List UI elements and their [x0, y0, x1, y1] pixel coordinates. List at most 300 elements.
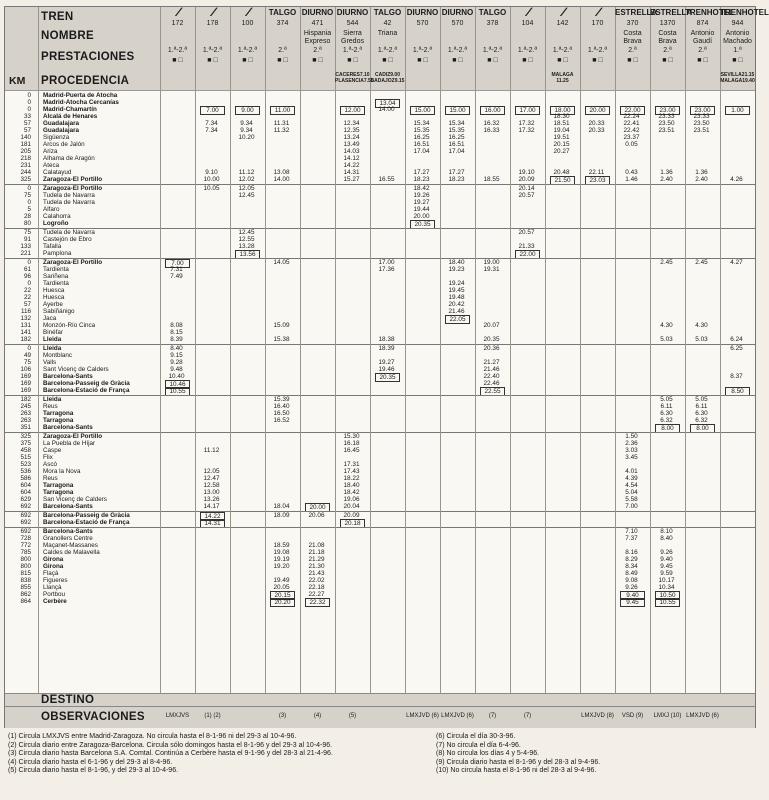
departure-time: 15.35 [448, 127, 465, 134]
train-name-value [195, 30, 230, 44]
departure-time: 4.54 [625, 482, 638, 489]
departure-time: 17.27 [448, 169, 465, 176]
footnote: (3) Circula diario hasta Barcelona S.A. Comtal. Continúa a Cerbère hasta el 9-1-96 y del 28-3 al 21-4-96. [8, 750, 333, 758]
station-name: Guadalajara [43, 127, 80, 134]
km-value: 131 [20, 322, 31, 329]
departure-time: 19.27 [413, 199, 430, 206]
departure-time: 21.33 [518, 243, 535, 250]
departure-time: 4.39 [625, 475, 638, 482]
departure-time: 9.08 [625, 577, 638, 584]
departure-time: 14.12 [343, 155, 360, 162]
observation-value: LMXJVD (8) [581, 713, 614, 719]
column-divider [545, 7, 546, 727]
tren-label: TREN [41, 11, 74, 23]
departure-time: 6.32 [660, 417, 673, 424]
train-number: 172 [171, 20, 184, 27]
destino-row [5, 693, 755, 707]
procedencia-value: CADIZ9.00 BADAJOZ9.15 [370, 72, 405, 84]
departure-time: 10.00 [203, 176, 220, 183]
station-name: Tarragona [43, 417, 74, 424]
station-name: Valls [43, 359, 57, 366]
departure-time: 14.03 [343, 148, 360, 155]
departure-time: 19.19 [273, 556, 290, 563]
departure-time: 19.00 [483, 259, 500, 266]
departure-time: 20.33 [588, 127, 605, 134]
departure-time: 18.42 [413, 185, 430, 192]
departure-time: 20.15 [553, 141, 570, 148]
station-name: Jaca [43, 315, 57, 322]
station-name: Sant Vicenç de Calders [43, 366, 109, 373]
km-value: 132 [20, 315, 31, 322]
departure-time: 16.40 [273, 403, 290, 410]
departure-time: 20.09 [518, 176, 535, 183]
km-value: 604 [20, 482, 31, 489]
departure-time: 9.34 [240, 127, 253, 134]
departure-time: 19.26 [413, 192, 430, 199]
service-icons: ■ □ [592, 57, 603, 64]
departure-time: 20.27 [553, 148, 570, 155]
timetable-sheet [4, 5, 769, 728]
station-name: Barcelona-Passeig de Gràcia [43, 512, 130, 519]
departure-time: 21.29 [308, 556, 325, 563]
train-class: 2.ª [278, 47, 287, 54]
destino-label: DESTINO [41, 694, 95, 706]
departure-time: 22.05 [445, 315, 470, 324]
station-name: Flix [43, 454, 53, 461]
departure-time: 4.01 [625, 468, 638, 475]
departure-time: 12.47 [203, 475, 220, 482]
km-value: 0 [27, 92, 31, 99]
observation-value: LMXJVD (6) [441, 713, 474, 719]
departure-time: 15.34 [448, 120, 465, 127]
departure-time: 20.06 [308, 512, 325, 519]
departure-time: 2.40 [660, 176, 673, 183]
station-name: Guadalajara [43, 120, 80, 127]
km-value: 325 [20, 433, 31, 440]
km-value: 0 [27, 199, 31, 206]
departure-time: 9.45 [660, 563, 673, 570]
departure-time: 0.05 [625, 141, 638, 148]
departure-time: 18.22 [343, 475, 360, 482]
departure-time: 14.22 [343, 162, 360, 169]
train-number: 570 [451, 20, 464, 27]
station-name: Zaragoza-El Portillo [43, 433, 103, 440]
train-number: 570 [416, 20, 429, 27]
departure-time: 15.39 [273, 396, 290, 403]
column-divider [265, 7, 266, 727]
departure-time: 5.05 [660, 396, 673, 403]
departure-time: 8.37 [730, 373, 743, 380]
departure-time: 2.45 [695, 259, 708, 266]
train-type: ESTRELLA [650, 8, 693, 17]
train-number: 370 [626, 20, 639, 27]
departure-time: 9.00 [235, 106, 260, 115]
departure-time: 17.31 [343, 461, 360, 468]
station-name: Alcalá de Henares [43, 113, 98, 120]
km-value: 140 [20, 134, 31, 141]
departure-time: 12.58 [203, 482, 220, 489]
km-value: 0 [27, 280, 31, 287]
departure-time: 23.51 [693, 127, 710, 134]
km-value: 57 [23, 120, 31, 127]
column-divider [370, 7, 371, 727]
train-class: 1.ª-2.ª [342, 47, 363, 54]
departure-time: 7.00 [625, 503, 638, 510]
departure-time: 15.00 [410, 106, 435, 115]
km-value: 629 [20, 496, 31, 503]
train-number: 100 [241, 20, 254, 27]
departure-time: 13.08 [273, 169, 290, 176]
departure-time: 22.24 [623, 113, 640, 120]
observation-value: (7) [488, 713, 497, 719]
departure-time: 22.41 [623, 120, 640, 127]
station-name: Caldes de Malavella [43, 549, 100, 556]
train-name-value: Antonio Gaudí [690, 30, 715, 45]
train-class: 1.ª-2.ª [517, 47, 538, 54]
km-value: 116 [20, 308, 31, 315]
station-name: Sigüenza [43, 134, 70, 141]
train-class: 2.ª [663, 47, 672, 54]
departure-time: 20.05 [273, 584, 290, 591]
station-name: Castejón de Ebro [43, 236, 92, 243]
train-name-value: Costa Brava [658, 30, 677, 45]
procedencia-value [230, 73, 265, 89]
departure-time: 6.24 [730, 336, 743, 343]
departure-time: 22.00 [515, 250, 540, 259]
column-divider [685, 7, 686, 727]
procedencia-value [300, 73, 335, 89]
km-value: 182 [20, 336, 31, 343]
station-name: Girona [43, 556, 64, 563]
departure-time: 21.08 [308, 542, 325, 549]
train-class: 2.ª [698, 47, 707, 54]
procedencia-value [160, 73, 195, 89]
departure-time: 6.32 [695, 417, 708, 424]
km-value: 815 [20, 570, 31, 577]
departure-time: 22.27 [308, 591, 325, 598]
station-name: Caspe [43, 447, 62, 454]
train-type: TRENHOTEL [720, 8, 769, 17]
km-value: 838 [20, 577, 31, 584]
departure-time: 12.05 [238, 185, 255, 192]
service-icons: ■ □ [347, 57, 358, 64]
departure-time: 20.20 [270, 598, 295, 607]
km-value: 351 [20, 424, 31, 431]
km-value: 75 [23, 229, 31, 236]
departure-time: 14.05 [273, 259, 290, 266]
observation-value: LMXJVD (6) [686, 713, 719, 719]
km-value: 692 [20, 528, 31, 535]
departure-time: 10.46 [165, 380, 190, 389]
departure-time: 7.00 [200, 106, 225, 115]
train-class: 1.ª-2.ª [447, 47, 468, 54]
observation-value: LMXJVD (6) [406, 713, 439, 719]
departure-time: 5.05 [695, 396, 708, 403]
departure-time: 11.32 [273, 127, 290, 134]
train-type: ESTRELLA [615, 8, 658, 17]
departure-time: 21.18 [308, 549, 325, 556]
train-type: DIURNO [301, 8, 334, 17]
departure-time: 20.09 [343, 512, 360, 519]
train-number: 170 [591, 20, 604, 27]
departure-time: 9.10 [205, 169, 218, 176]
departure-time: 6.25 [730, 345, 743, 352]
departure-time: 16.25 [413, 134, 430, 141]
observation-value: (1) (2) [204, 713, 221, 719]
departure-time: 18.38 [378, 336, 395, 343]
station-name: Figueres [43, 577, 68, 584]
station-name: Barcelona-Estació de França [43, 519, 130, 526]
km-value: 800 [20, 556, 31, 563]
km-value: 0 [27, 259, 31, 266]
train-name-value [545, 30, 580, 44]
departure-time: 23.33 [658, 113, 675, 120]
km-value: 0 [27, 99, 31, 106]
km-value: 728 [20, 535, 31, 542]
train-class: 1.ª-2.ª [377, 47, 398, 54]
station-name: Llançà [43, 584, 62, 591]
procedencia-value [510, 73, 545, 89]
departure-time: 3.45 [625, 454, 638, 461]
station-name: Reus [43, 403, 58, 410]
departure-time: 17.00 [378, 259, 395, 266]
departure-time: 8.39 [170, 336, 183, 343]
departure-time: 8.08 [170, 322, 183, 329]
km-value: 586 [20, 475, 31, 482]
procedencia-value [580, 73, 615, 89]
departure-time: 4.30 [695, 322, 708, 329]
departure-time: 13.24 [343, 134, 360, 141]
departure-time: 22.11 [588, 169, 605, 176]
departure-time: 20.42 [448, 301, 465, 308]
departure-time: 11.12 [238, 169, 255, 176]
departure-time: 16.33 [483, 127, 500, 134]
departure-time: 1.50 [625, 433, 638, 440]
departure-time: 22.32 [305, 598, 330, 607]
km-value: 458 [20, 447, 31, 454]
service-icons: ■ □ [732, 57, 743, 64]
km-value: 692 [20, 519, 31, 526]
departure-time: 19.06 [343, 496, 360, 503]
footnote: (10) No circula hasta el 8-1-96 ni del 28-3 al 9-4-96. [436, 767, 597, 775]
km-value: 91 [23, 236, 31, 243]
train-name-value: Triana [377, 30, 398, 37]
train-name-value [475, 30, 510, 44]
train-type: DIURNO [441, 8, 474, 17]
station-name: Barcelona-Sants [43, 373, 93, 380]
station-name: San Vicenç de Calders [43, 496, 107, 503]
train-class: 2.ª [628, 47, 637, 54]
column-divider [405, 7, 406, 727]
departure-time: 20.15 [270, 591, 295, 600]
train-class: 2.ª [313, 47, 322, 54]
departure-time: 15.35 [413, 127, 430, 134]
km-value: 0 [27, 345, 31, 352]
km-value: 182 [20, 396, 31, 403]
departure-time: 5.03 [660, 336, 673, 343]
column-divider [335, 7, 336, 727]
departure-time: 15.00 [445, 106, 470, 115]
km-value: 169 [20, 380, 31, 387]
departure-time: 9.40 [660, 556, 673, 563]
departure-time: 20.35 [375, 373, 400, 382]
departure-time: 12.05 [203, 468, 220, 475]
departure-time: 10.50 [655, 591, 680, 600]
station-name: Sabiñánigo [43, 308, 75, 315]
procedencia-value [475, 73, 510, 89]
train-type [580, 5, 615, 19]
station-name: Tudela de Navarra [43, 192, 95, 199]
km-value: 61 [23, 266, 31, 273]
procedencia-value [615, 73, 650, 89]
departure-time: 12.45 [238, 192, 255, 199]
departure-time: 23.37 [623, 134, 640, 141]
station-name: Tarragona [43, 482, 74, 489]
station-name: Barcelona-Estació de França [43, 387, 130, 394]
service-icons: ■ □ [242, 57, 253, 64]
departure-time: 20.33 [588, 120, 605, 127]
km-value: 221 [20, 250, 31, 257]
service-icons: ■ □ [382, 57, 393, 64]
km-value: 325 [20, 176, 31, 183]
footnote: (4) Circula diario hasta el 6-1-96 y del 29-3 al 8-4-96. [8, 758, 173, 766]
departure-time: 6.30 [660, 410, 673, 417]
departure-time: 11.00 [270, 106, 295, 115]
train-type: DIURNO [336, 8, 369, 17]
departure-time: 20.48 [553, 169, 570, 176]
station-name: Tardienta [43, 266, 69, 273]
departure-time: 3.03 [625, 447, 638, 454]
departure-time: 10.34 [658, 584, 675, 591]
departure-time: 14.17 [203, 503, 220, 510]
km-value: 22 [23, 287, 31, 294]
train-class: 1.ª-2.ª [552, 47, 573, 54]
nombre-label: NOMBRE [41, 30, 94, 42]
km-value: 5 [27, 206, 31, 213]
train-number: 1370 [659, 20, 676, 27]
km-value: 692 [20, 512, 31, 519]
station-name: Zaragoza-El Portillo [43, 259, 103, 266]
km-value: 864 [20, 598, 31, 605]
observation-value: (4) [313, 713, 322, 719]
km-value: 245 [20, 403, 31, 410]
station-name: Madrid-Puerta de Atocha [43, 92, 118, 99]
footnote: (2) Circula diario entre Zaragoza-Barcelona. Circula sólo domingos hasta el 8-1-96 y del 29-3 al 10-4-96. [8, 741, 333, 749]
service-icons: ■ □ [697, 57, 708, 64]
station-name: Ariza [43, 148, 58, 155]
departure-time: 18.40 [448, 259, 465, 266]
train-name-value [510, 30, 545, 44]
km-label: KM [9, 75, 26, 87]
departure-time: 20.57 [518, 192, 535, 199]
departure-time: 9.26 [625, 584, 638, 591]
train-class: 1.ª-2.ª [237, 47, 258, 54]
station-name: Tudela de Navarra [43, 199, 95, 206]
footnote: (6) Circula el día 30-3-96. [436, 733, 516, 740]
departure-time: 16.50 [273, 410, 290, 417]
departure-time: 18.39 [378, 345, 395, 352]
service-icons: ■ □ [312, 57, 323, 64]
departure-time: 9.26 [660, 549, 673, 556]
departure-time: 9.48 [170, 366, 183, 373]
km-value: 169 [20, 373, 31, 380]
column-divider [475, 7, 476, 727]
departure-time: 14.31 [200, 519, 225, 528]
train-name-value: Hispania Expreso [303, 30, 332, 45]
km-value: 49 [23, 352, 31, 359]
departure-time: 18.23 [413, 176, 430, 183]
station-name: Cerbère [43, 598, 67, 605]
km-value: 0 [27, 106, 31, 113]
km-value: 862 [20, 591, 31, 598]
departure-time: 5.03 [695, 336, 708, 343]
departure-time: 1.36 [660, 169, 673, 176]
service-icons: ■ □ [627, 57, 638, 64]
train-name-value [265, 30, 300, 44]
departure-time: 16.52 [273, 417, 290, 424]
footnote: (5) Circula diario hasta el 8-1-96, y del 29-3 al 10-4-96. [8, 767, 179, 775]
departure-time: 20.35 [410, 220, 435, 229]
departure-time: 12.45 [238, 229, 255, 236]
departure-time: 15.34 [413, 120, 430, 127]
departure-time: 18.23 [448, 176, 465, 183]
departure-time: 9.28 [170, 359, 183, 366]
procedencia-value [685, 73, 720, 89]
departure-time: 18.04 [273, 503, 290, 510]
departure-time: 11.31 [273, 120, 290, 127]
train-number: 374 [276, 20, 289, 27]
departure-time: 22.55 [480, 387, 505, 396]
footnote: (7) No circula el día 6-4-96. [436, 741, 521, 749]
departure-time: 18.40 [343, 482, 360, 489]
observation-value: LMXJ (10) [653, 713, 682, 719]
train-name-value [405, 30, 440, 44]
train-number: 42 [383, 20, 392, 27]
departure-time: 16.45 [343, 447, 360, 454]
station-name: Huesca [43, 287, 65, 294]
train-number: 378 [486, 20, 499, 27]
departure-time: 6.11 [660, 403, 673, 410]
train-class: 1.ª-2.ª [412, 47, 433, 54]
train-type [195, 5, 230, 19]
service-icons: ■ □ [662, 57, 673, 64]
departure-time: 5.58 [625, 496, 638, 503]
train-type: TALGO [478, 8, 507, 17]
km-value: 231 [20, 162, 31, 169]
departure-time: 8.34 [625, 563, 638, 570]
departure-time: 4.27 [730, 259, 743, 266]
departure-time: 19.49 [273, 577, 290, 584]
departure-time: 23.50 [658, 120, 675, 127]
service-icons: ■ □ [172, 57, 183, 64]
station-name: Calahorra [43, 213, 71, 220]
station-name: Girona [43, 563, 64, 570]
departure-time: 13.28 [238, 243, 255, 250]
train-type: TALGO [268, 8, 297, 17]
departure-time: 22.46 [483, 380, 500, 387]
station-name: Zaragoza-El Portillo [43, 176, 103, 183]
departure-time: 16.51 [448, 141, 465, 148]
departure-time: 19.44 [413, 206, 430, 213]
departure-time: 2.45 [660, 259, 673, 266]
departure-time: 8.15 [170, 329, 183, 336]
procedencia-value [265, 73, 300, 89]
departure-time: 13.04 [375, 99, 400, 108]
station-name: Montblanc [43, 352, 73, 359]
departure-time: 19.46 [378, 366, 395, 373]
departure-time: 13.49 [343, 141, 360, 148]
departure-time: 16.55 [378, 176, 395, 183]
